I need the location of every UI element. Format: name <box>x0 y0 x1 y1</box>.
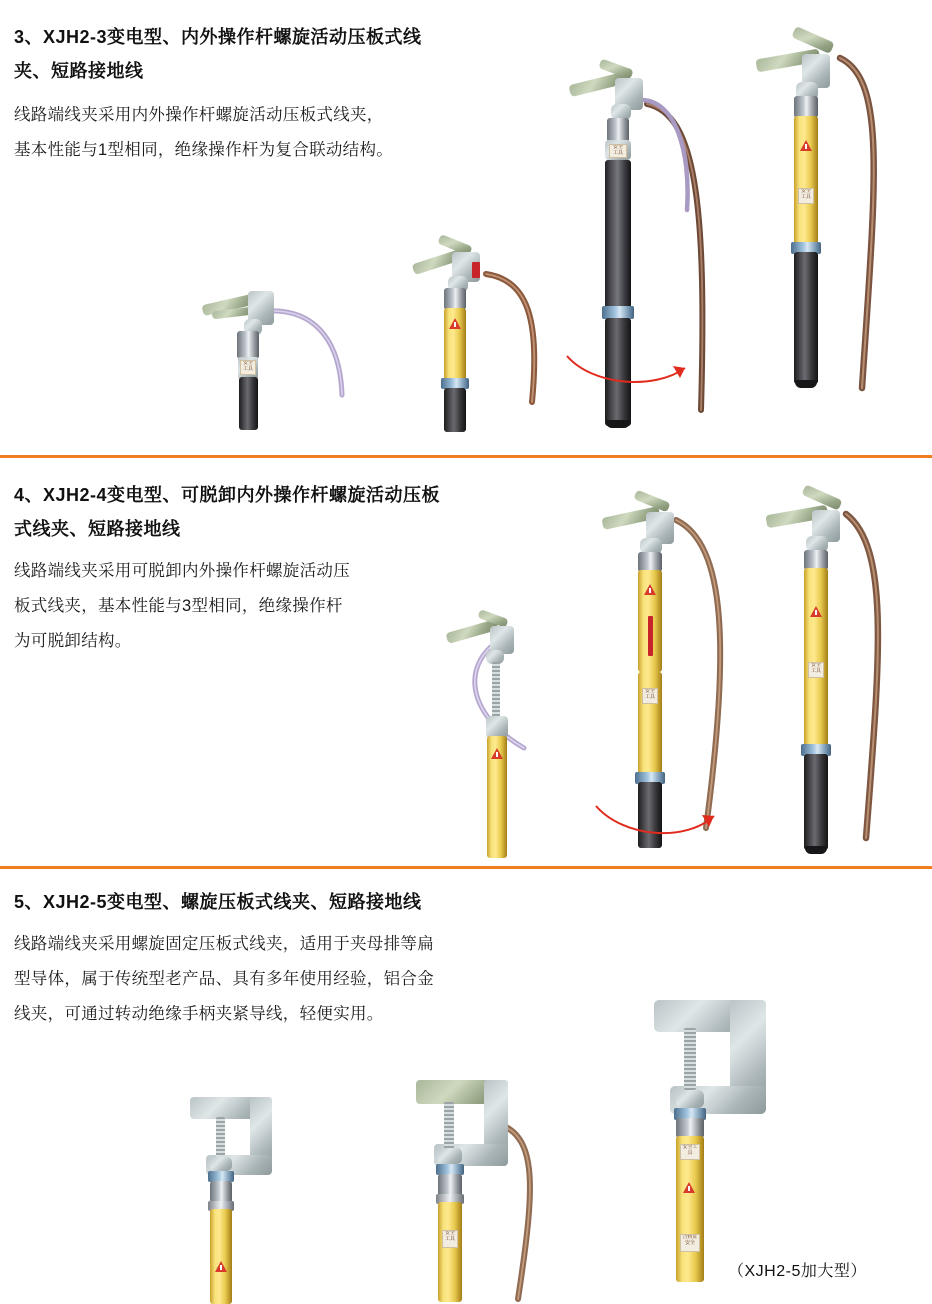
handle-label-top: 安全工具 <box>680 1144 700 1160</box>
pole-end-cap <box>805 846 827 854</box>
pole-ferrule <box>804 550 828 570</box>
pole-ferrule <box>607 118 629 142</box>
section-3-body-line-2: 基本性能与1型相同，绝缘操作杆为复合联动结构。 <box>14 141 394 159</box>
ground-cable <box>740 28 930 418</box>
insulating-pole-grip <box>444 388 466 432</box>
ground-cable <box>190 265 370 430</box>
insulating-pole <box>239 377 258 430</box>
section-xjh2-5 <box>0 869 932 1304</box>
section-5-heading-line-1: 5、XJH2-5变电型、螺旋压板式线夹、短路接地线 <box>14 892 422 912</box>
handle-ferrule <box>210 1181 232 1203</box>
section-5-body-line-3: 线夹，可通过转动绝缘手柄夹紧导线，轻便实用。 <box>14 1005 384 1023</box>
screw-collar <box>210 1157 232 1171</box>
figure-xjh2-5-view-1 <box>170 1079 350 1304</box>
insulating-pole-upper <box>804 568 828 748</box>
section-4-heading <box>0 478 560 546</box>
rod-sleeve <box>486 716 508 738</box>
section-3-heading-line-2: 夹、短路接地线 <box>14 61 144 81</box>
section-xjh2-3 <box>0 0 932 455</box>
handle-label-bottom: 合格证 安全 <box>680 1234 700 1252</box>
screw-collar <box>676 1090 704 1108</box>
section-xjh2-4 <box>0 458 932 863</box>
insulating-pole-grip <box>804 754 828 850</box>
section-5-body <box>0 927 600 1032</box>
pole-label: 安全 工具 <box>798 188 814 204</box>
pole-ferrule <box>444 288 466 310</box>
high-voltage-warning-icon <box>683 1182 695 1193</box>
insulating-pole-upper <box>794 116 818 246</box>
rotation-arrow-icon <box>590 788 730 848</box>
handle-ferrule <box>676 1118 704 1138</box>
section-4-body-line-2: 板式线夹，基本性能与3型相同，绝缘操作杆 <box>14 597 343 615</box>
insulating-pole-grip <box>794 252 818 384</box>
handle-ferrule <box>438 1174 462 1196</box>
pole-end-cap <box>606 420 630 428</box>
section-5-body-line-2: 型导体，属于传统型老产品、具有多年使用经验，铝合金 <box>14 970 434 988</box>
high-voltage-warning-icon <box>491 748 503 759</box>
section-5-body-line-1: 线路端线夹采用螺旋固定压板式线夹，适用于夹母排等扁 <box>14 935 434 953</box>
section-4-body-line-1: 线路端线夹采用可脱卸内外操作杆螺旋活动压 <box>14 562 350 580</box>
section-3-body-line-1: 线路端线夹采用内外操作杆螺旋活动压板式线夹， <box>14 106 384 124</box>
rotation-arrow-icon <box>559 338 699 398</box>
clamp-label: 安全 工具 <box>240 360 256 375</box>
pole-label: 安全 工具 <box>808 662 824 678</box>
high-voltage-warning-icon <box>644 584 656 595</box>
pole-ferrule <box>638 552 662 572</box>
high-voltage-warning-icon <box>810 606 822 617</box>
clamp-screw <box>444 1102 454 1150</box>
pole-ferrule <box>237 331 259 359</box>
figure-xjh2-5-view-2 <box>400 1064 600 1304</box>
figure-xjh2-3-view-1 <box>190 265 370 430</box>
section-5-heading <box>0 885 600 919</box>
section-5-text-block <box>0 885 600 1032</box>
insulating-pole-upper <box>605 160 631 310</box>
insulating-handle <box>438 1202 462 1302</box>
pole-ferrule <box>794 96 818 118</box>
figure-caption-enlarged: （XJH2-5加大型） <box>728 1263 867 1280</box>
insulating-handle <box>210 1209 232 1304</box>
handle-label: 安全 工具 <box>442 1230 458 1248</box>
section-3-text-block <box>0 20 560 168</box>
high-voltage-warning-icon <box>800 140 812 151</box>
high-voltage-warning-icon <box>449 318 461 329</box>
section-3-body <box>0 98 560 168</box>
figure-xjh2-3-view-3 <box>555 60 745 440</box>
pole-label: 安全 工具 <box>642 688 658 704</box>
pole-red-stripe <box>648 616 653 656</box>
clamp-screw <box>684 1028 696 1090</box>
figure-xjh2-3-view-2 <box>400 232 580 432</box>
clamp-red-marker <box>472 262 480 278</box>
figure-xjh2-3-view-4 <box>740 28 930 418</box>
section-3-heading-line-1: 3、XJH2-3变电型、内外操作杆螺旋活动压板式线 <box>14 27 422 47</box>
clamp-screw <box>216 1117 225 1161</box>
section-4-body-line-3: 为可脱卸结构。 <box>14 632 132 650</box>
section-4-heading-line-1: 4、XJH2-4变电型、可脱卸内外操作杆螺旋活动压板 <box>14 485 441 505</box>
ground-cable <box>750 488 930 858</box>
figure-xjh2-5-view-3 <box>630 994 850 1284</box>
detachable-screw-rod <box>492 662 500 720</box>
screw-collar <box>438 1148 462 1164</box>
pole-label: 安全 工具 <box>609 144 627 158</box>
section-3-heading <box>0 20 560 88</box>
section-4-heading-line-2: 式线夹、短路接地线 <box>14 519 181 539</box>
high-voltage-warning-icon <box>215 1261 227 1272</box>
figure-xjh2-4-view-3 <box>750 488 930 858</box>
pole-end-cap <box>795 380 817 388</box>
